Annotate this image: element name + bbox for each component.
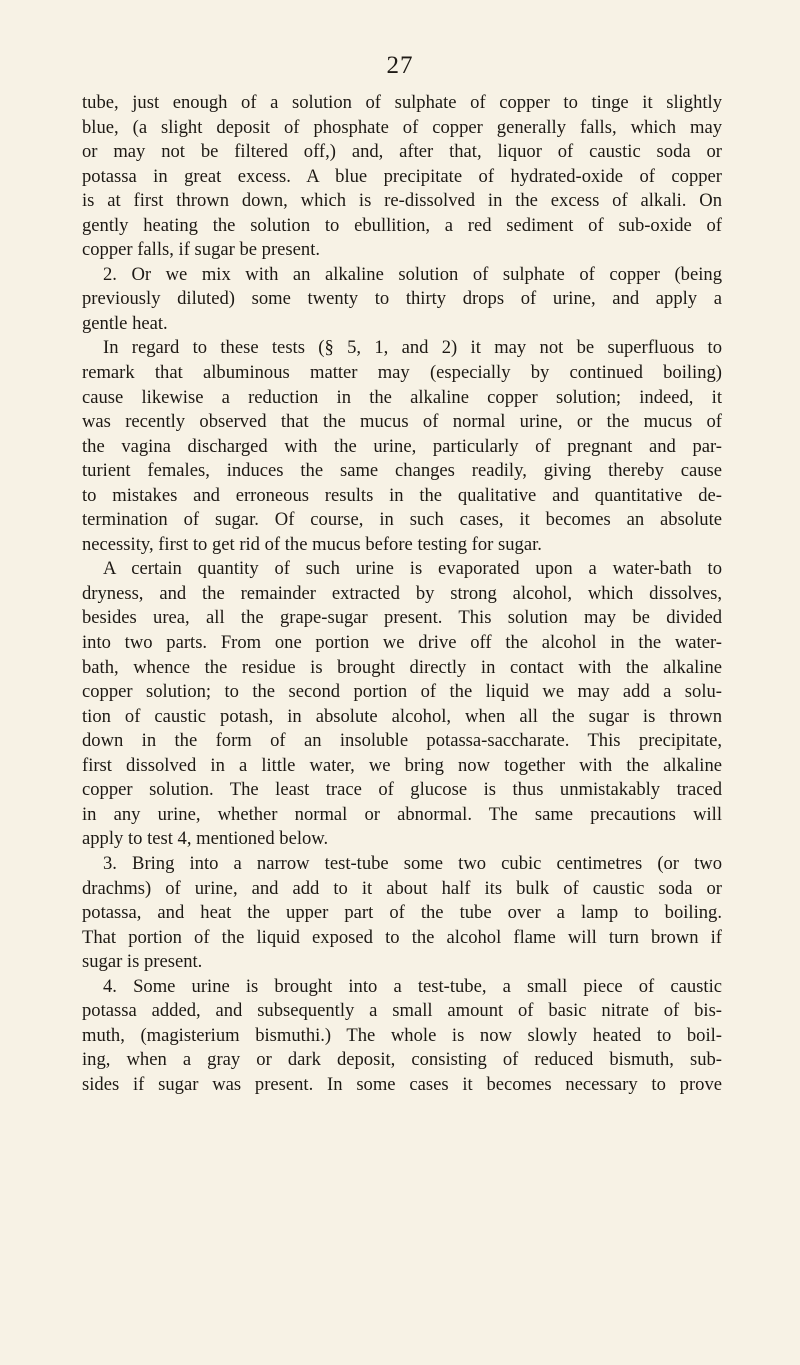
text-line: necessity, first to get rid of the mucus before testing for sugar.: [82, 533, 542, 555]
text-line: gentle heat.: [82, 312, 168, 334]
text-line: copper solution. The least trace of glucose is thus unmistakably traced: [82, 779, 722, 801]
text-line: sugar is present.: [82, 951, 203, 973]
text-line: That portion of the liquid exposed to the alcohol flame will turn brown if: [82, 926, 722, 948]
paragraph-test-3: [82, 852, 722, 975]
text-line: remark that albuminous matter may (especially by continued boiling): [82, 362, 722, 384]
text-line: blue, (a slight deposit of phosphate of copper generally falls, which may: [82, 116, 722, 138]
text-line: bath, whence the residue is brought directly in contact with the alkaline: [82, 656, 722, 678]
text-line: copper falls, if sugar be present.: [82, 239, 321, 261]
page-number: 27: [386, 52, 414, 79]
text-line: besides urea, all the grape-sugar present. This solution may be divided: [82, 607, 722, 629]
text-line: in any urine, whether normal or abnormal. The same precautions will: [82, 803, 722, 825]
text-line: potassa in great excess. A blue precipitate of hydrated-oxide of copper: [82, 165, 722, 187]
text-line: or may not be filtered off,) and, after that, liquor of caustic soda or: [82, 141, 722, 163]
text-line: 4. Some urine is brought into a test-tube, a small piece of caustic: [103, 975, 722, 997]
paragraph-regarding-tests: [82, 336, 722, 557]
text-line: to mistakes and erroneous results in the qualitative and quantitative de-: [82, 484, 722, 506]
text-line: apply to test 4, mentioned below.: [82, 828, 329, 850]
text-line: down in the form of an insoluble potassa-saccharate. This precipitate,: [82, 730, 722, 752]
text-line: 3. Bring into a narrow test-tube some two cubic centimetres (or two: [103, 852, 722, 874]
text-line: is at first thrown down, which is re-dissolved in the excess of alkali. On: [82, 190, 722, 212]
text-line: was recently observed that the mucus of normal urine, or the mucus of: [82, 411, 722, 433]
text-line: potassa, and heat the upper part of the tube over a lamp to boiling.: [82, 902, 722, 924]
text-line: tion of caustic potash, in absolute alcohol, when all the sugar is thrown: [82, 705, 722, 727]
paragraph-copper-test-continued: [82, 91, 722, 263]
text-line: cause likewise a reduction in the alkaline copper solution; indeed, it: [82, 386, 722, 408]
text-line: dryness, and the remainder extracted by strong alcohol, which dissolves,: [82, 582, 722, 604]
text-line: copper solution; to the second portion of the liquid we may add a solu-: [82, 681, 722, 703]
text-line: first dissolved in a little water, we bring now together with the alkaline: [82, 754, 722, 776]
text-line: previously diluted) some twenty to thirty drops of urine, and apply a: [82, 288, 722, 310]
paragraph-evaporation-method: [82, 557, 722, 852]
text-line: gently heating the solution to ebullition, a red sediment of sub-oxide of: [82, 214, 722, 236]
text-line: turient females, induces the same changes readily, giving thereby cause: [82, 460, 722, 482]
body-text: [82, 91, 722, 1097]
text-line: ing, when a gray or dark deposit, consisting of reduced bismuth, sub-: [82, 1049, 722, 1071]
text-line: muth, (magisterium bismuthi.) The whole is now slowly heated to boil-: [82, 1024, 722, 1046]
text-line: A certain quantity of such urine is evaporated upon a water-bath to: [103, 558, 722, 580]
paragraph-test-2: [82, 263, 722, 337]
text-line: sides if sugar was present. In some cases it becomes necessary to prove: [82, 1073, 722, 1095]
text-line: termination of sugar. Of course, in such cases, it becomes an absolute: [82, 509, 722, 531]
text-line: the vagina discharged with the urine, particularly of pregnant and par-: [82, 435, 722, 457]
text-line: into two parts. From one portion we drive off the alcohol in the water-: [82, 632, 722, 654]
text-line: tube, just enough of a solution of sulphate of copper to tinge it slightly: [82, 92, 722, 113]
text-line: In regard to these tests (§ 5, 1, and 2) it may not be superfluous to: [103, 337, 722, 359]
paragraph-test-4: [82, 975, 722, 1098]
text-line: potassa added, and subsequently a small amount of basic nitrate of bis-: [82, 1000, 722, 1022]
text-line: drachms) of urine, and add to it about half its bulk of caustic soda or: [82, 877, 722, 899]
text-line: 2. Or we mix with an alkaline solution of sulphate of copper (being: [103, 263, 722, 285]
